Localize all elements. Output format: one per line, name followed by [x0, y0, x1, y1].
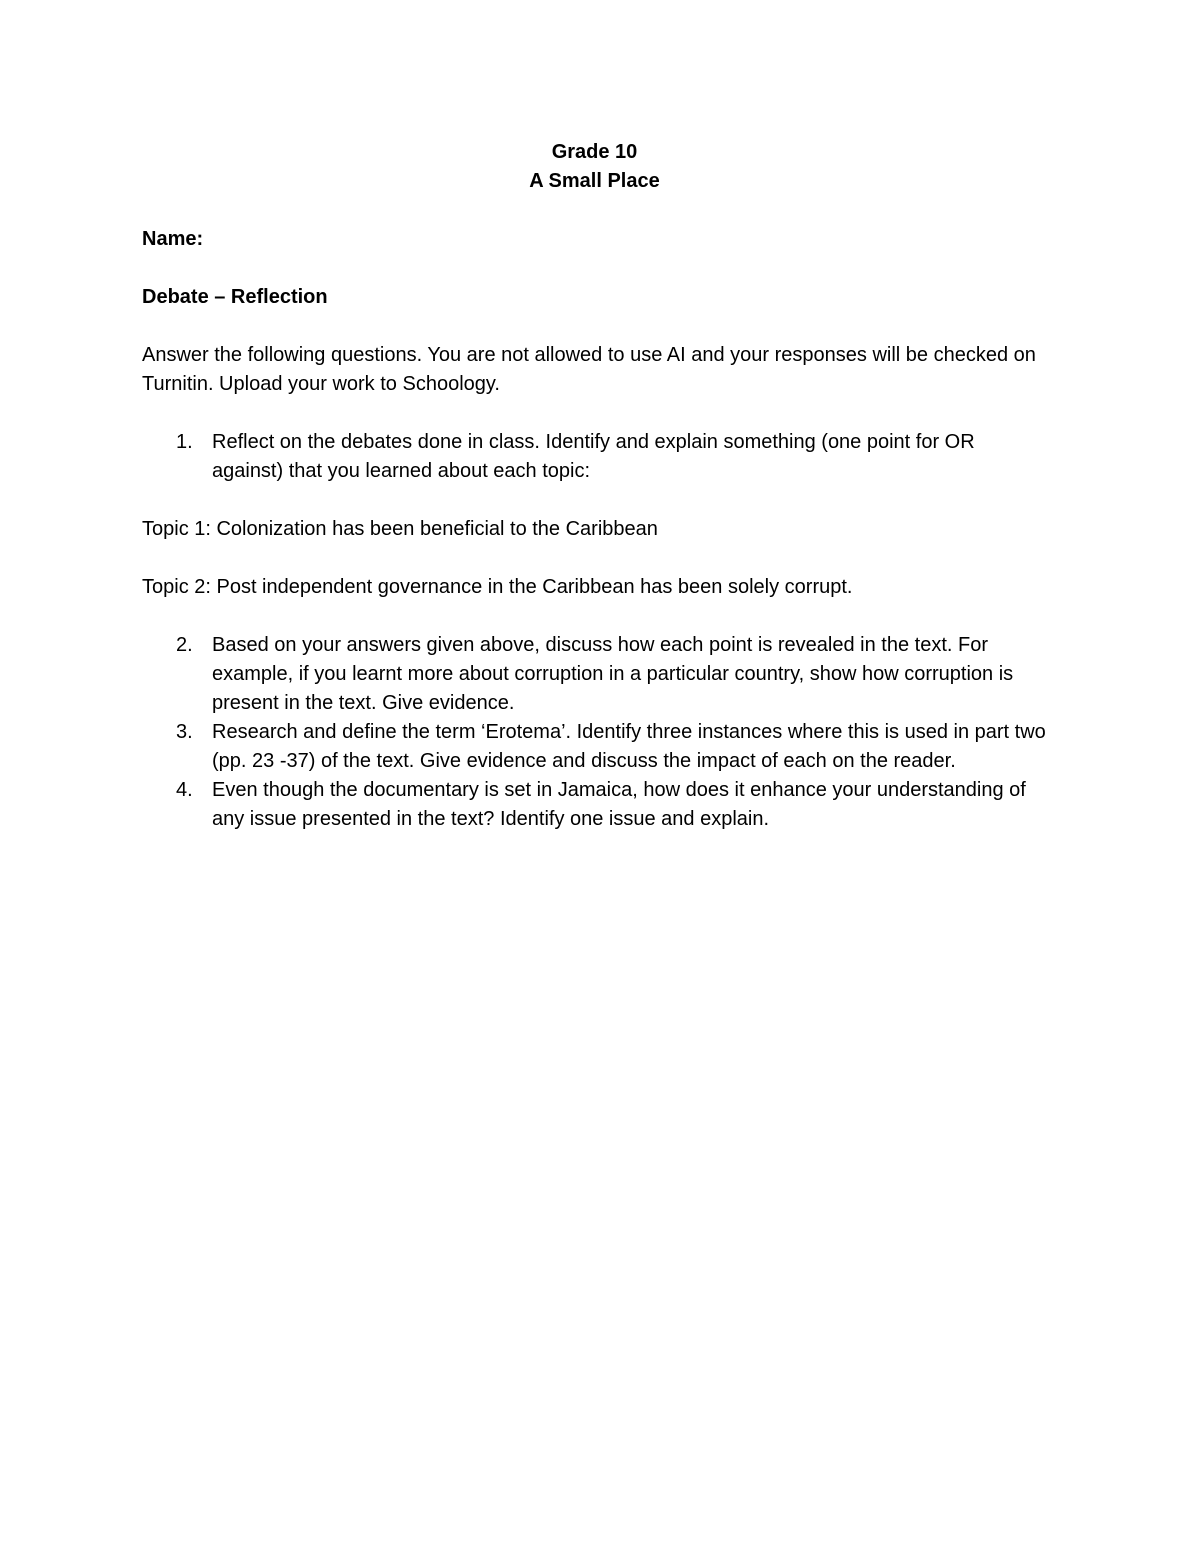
question-item-1 — [142, 428, 1047, 486]
question-text: Research and define the term ‘Erotema’. Identify three instances where this is used in part two (pp. 23 -37) of the text. Give evidence and discuss the impact of each on the reader. — [212, 721, 1046, 772]
document-content — [142, 138, 1047, 863]
question-list-part1 — [142, 428, 1047, 486]
topic-2: Topic 2: Post independent governance in the Caribbean has been solely corrupt. — [142, 576, 853, 598]
question-text: Even though the documentary is set in Jamaica, how does it enhance your understanding of any issue presented in the text? Identify one issue and explain. — [212, 779, 1026, 830]
question-item-2 — [142, 631, 1047, 718]
question-number: 3. — [176, 721, 193, 743]
question-number: 1. — [176, 431, 193, 453]
question-text: Reflect on the debates done in class. Identify and explain something (one point for OR against) that you learned about each topic: — [212, 431, 975, 482]
question-item-4 — [142, 776, 1047, 834]
name-label: Name: — [142, 228, 204, 250]
question-list-part2 — [142, 631, 1047, 834]
question-number: 2. — [176, 634, 193, 656]
question-text: Based on your answers given above, discuss how each point is revealed in the text. For example, if you learnt more about corruption in a particular country, show how corruption is present in the text. Give evidence. — [212, 634, 1014, 714]
topic-1: Topic 1: Colonization has been beneficial to the Caribbean — [142, 518, 658, 540]
instructions-paragraph: Answer the following questions. You are not allowed to use AI and your responses will be checked on Turnitin. Upload your work to Schoology. — [142, 344, 1036, 395]
section-heading: Debate – Reflection — [142, 286, 328, 308]
grade-title: Grade 10 — [551, 141, 638, 163]
question-item-3 — [142, 718, 1047, 776]
book-title: A Small Place — [529, 170, 660, 192]
question-number: 4. — [176, 779, 193, 801]
